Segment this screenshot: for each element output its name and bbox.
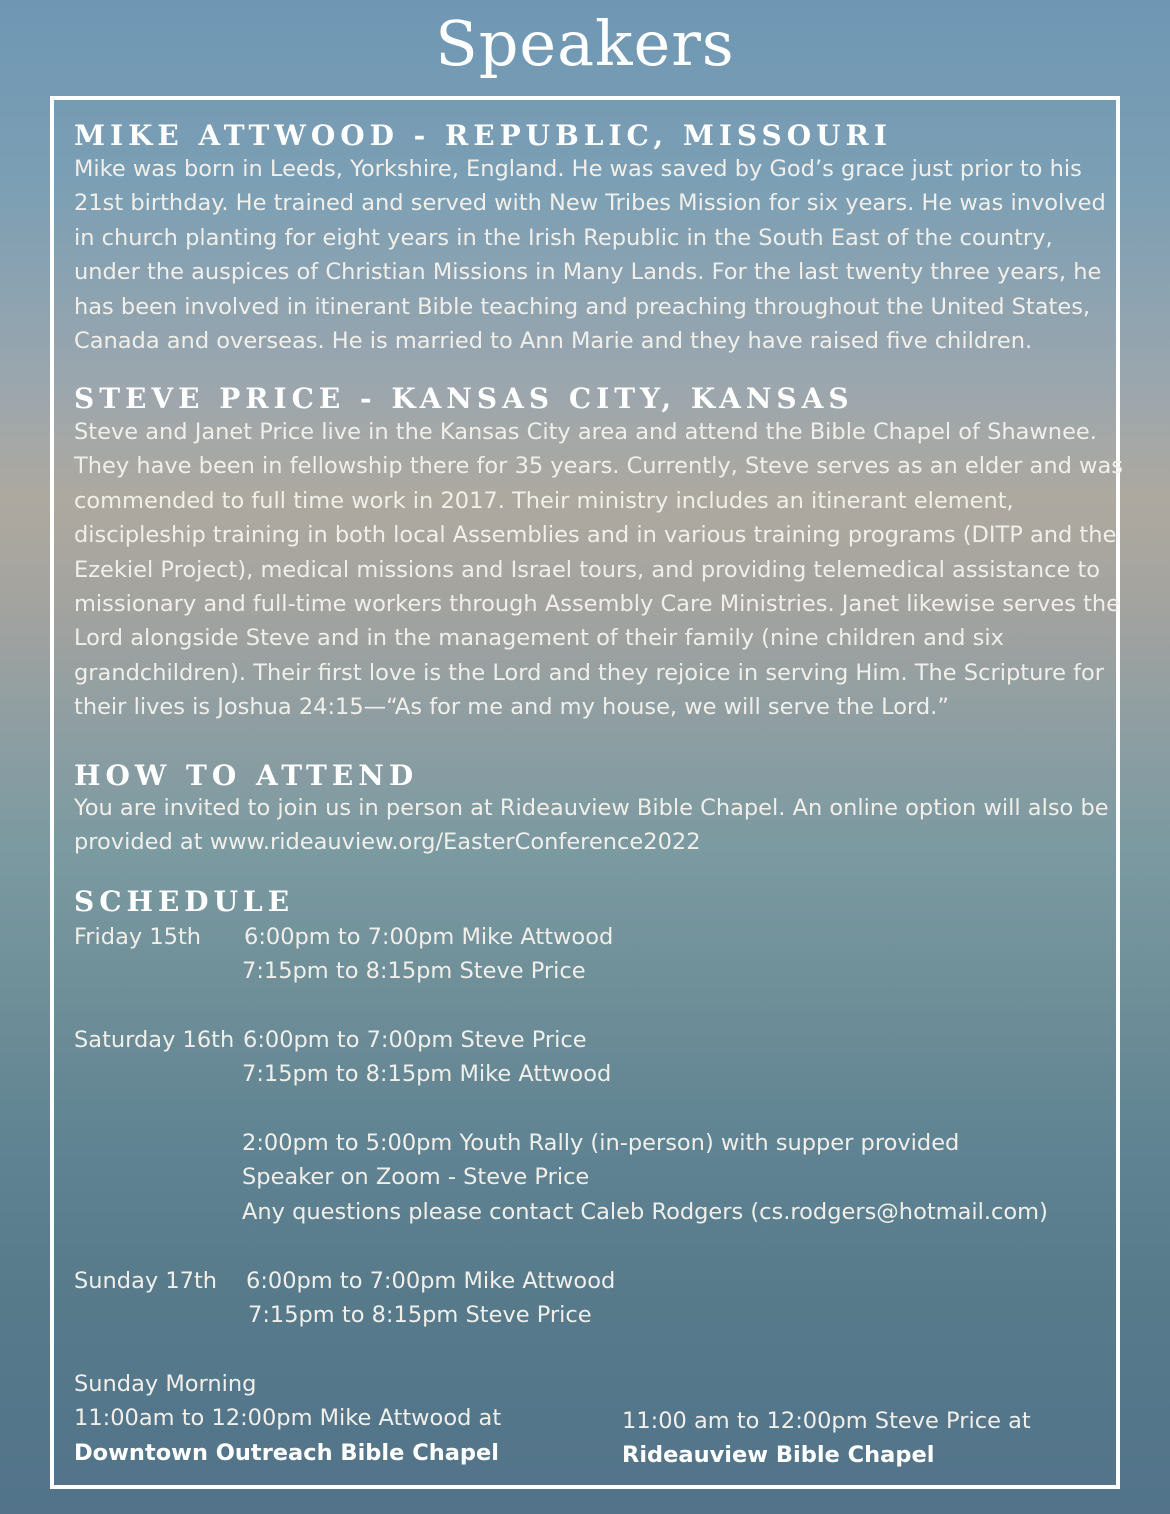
sunday-morning-right-venue: Rideauview Bible Chapel [622,1442,935,1468]
schedule-item: 6:00pm to 7:00pm Steve Price [243,1027,587,1053]
youth-rally-line: Speaker on Zoom - Steve Price [242,1164,590,1190]
schedule-heading: SCHEDULE [74,885,295,918]
speaker-heading-steve-price: STEVE PRICE - KANSAS CITY, KANSAS [74,382,854,415]
youth-rally-line: 2:00pm to 5:00pm Youth Rally (in-person) with supper provided [242,1130,960,1156]
attend-text [74,791,1114,860]
schedule-item: 7:15pm to 8:15pm Steve Price [248,1302,592,1328]
schedule-day-sunday: Sunday 17th [74,1268,218,1294]
schedule-item: 7:15pm to 8:15pm Mike Attwood [242,1061,612,1087]
bio-line: grandchildren). Their first love is the Lord and they rejoice in serving Him. The Scripture for [74,659,1105,686]
schedule-item: 7:15pm to 8:15pm Steve Price [242,958,586,984]
bio-line: discipleship training in both local Assemblies and in various training programs (DITP and the [74,522,1117,549]
bio-line: 21st birthday. He trained and served with New Tribes Mission for six years. He was involved [74,190,1106,217]
schedule-item: 6:00pm to 7:00pm Mike Attwood [246,1268,616,1294]
page-title: Speakers [435,7,735,80]
bio-line: commended to full time work in 2017. Their ministry includes an itinerant element, [74,487,1014,514]
bio-line: Steve and Janet Price live in the Kansas City area and attend the Bible Chapel of Shawnee. [74,419,1097,445]
speaker-bio-steve-price [74,415,1123,725]
sunday-morning-left-venue: Downtown Outreach Bible Chapel [74,1440,499,1466]
schedule-day-saturday: Saturday 16th [74,1027,235,1053]
bio-line: Ezekiel Project), medical missions and Israel tours, and providing telemedical assistance to [74,556,1101,583]
youth-rally-contact: Any questions please contact Caleb Rodgers (cs.rodgers@hotmail.com) [242,1199,1048,1225]
sunday-morning-right-time: 11:00 am to 12:00pm Steve Price at [622,1408,1031,1434]
schedule-day-friday: Friday 15th [74,924,202,950]
sunday-morning-left-time: 11:00am to 12:00pm Mike Attwood at [74,1405,502,1431]
bio-line: Mike was born in Leeds, Yorkshire, England. He was saved by God’s grace just prior to his [74,156,1082,182]
bio-line: They have been in fellowship there for 35 years. Currently, Steve serves as an elder and was [74,453,1123,480]
bio-line: Canada and overseas. He is married to Ann Marie and they have raised five children. [74,328,1033,355]
bio-line: their lives is Joshua 24:15—“As for me and my house, we will serve the Lord.” [74,694,949,721]
bio-line: Lord alongside Steve and in the management of their family (nine children and six [74,625,1004,652]
schedule-item: 6:00pm to 7:00pm Mike Attwood [244,924,614,950]
bio-line: missionary and full-time workers through Assembly Care Ministries. Janet likewise serves the [74,591,1120,618]
attend-line: You are invited to join us in person at Rideauview Bible Chapel. An online option will also be [74,795,1109,821]
bio-line: in church planting for eight years in the Irish Republic in the South East of the country, [74,224,1053,251]
speaker-heading-mike-attwood: MIKE ATTWOOD - REPUBLIC, MISSOURI [74,119,892,152]
attend-line: provided at www.rideauview.org/EasterConference2022 [74,829,701,856]
speaker-bio-mike-attwood [74,152,1114,358]
sunday-morning-label: Sunday Morning [74,1371,257,1397]
bio-line: has been involved in itinerant Bible teaching and preaching throughout the United States, [74,293,1091,320]
bio-line: under the auspices of Christian Missions in Many Lands. For the last twenty three years, he [74,259,1102,286]
attend-heading: HOW TO ATTEND [74,759,419,792]
